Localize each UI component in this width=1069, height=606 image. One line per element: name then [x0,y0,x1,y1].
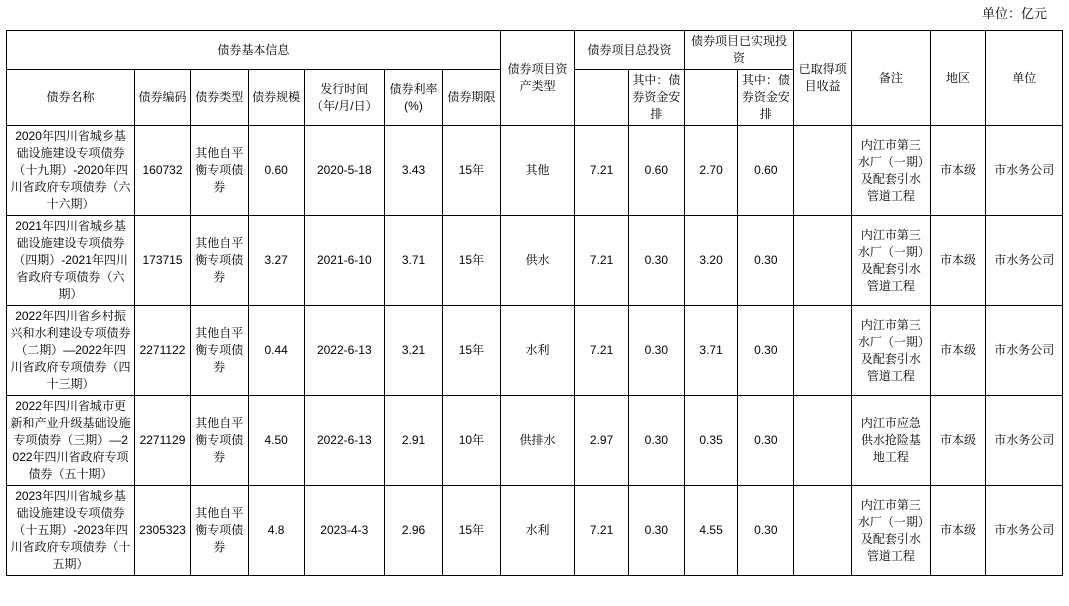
header-col-realized-bond-funds: 其中：债券资金安排 [738,70,794,126]
bond-information-table [6,30,1063,576]
cell-total-investment: 2.97 [575,396,629,486]
header-col-type: 债券类型 [190,70,248,126]
cell-realized-bond-funds: 0.60 [738,126,794,216]
cell-income [794,486,852,576]
cell-remark: 内江市第三水厂（一期）及配套引水管道工程 [852,486,931,576]
cell-bond-code: 2271129 [135,396,191,486]
cell-bond-code: 2271122 [135,306,191,396]
header-col-region: 地区 [930,31,986,126]
cell-total-investment: 7.21 [575,486,629,576]
cell-bond-name: 2022年四川省城市更新和产业升级基础设施专项债券（三期）—2022年四川省政府专项债券（五十期） [7,396,135,486]
table-row [7,396,1063,486]
header-col-project-asset-type: 债券项目资产类型 [500,31,574,126]
header-col-total-bond-funds: 其中：债券资金安排 [628,70,684,126]
cell-bond-type: 其他自平衡专项债券 [190,126,248,216]
cell-rate: 2.96 [385,486,443,576]
cell-realized-investment: 0.35 [684,396,738,486]
cell-realized-bond-funds: 0.30 [738,396,794,486]
cell-bond-scale: 0.60 [248,126,304,216]
table-header-row-1 [7,31,1063,70]
cell-total-investment: 7.21 [575,216,629,306]
cell-bond-code: 2305323 [135,486,191,576]
cell-issue-date: 2020-5-18 [304,126,385,216]
cell-realized-investment: 3.71 [684,306,738,396]
cell-rate: 3.71 [385,216,443,306]
cell-realized-investment: 4.55 [684,486,738,576]
table-row [7,306,1063,396]
cell-total-investment: 7.21 [575,306,629,396]
cell-issue-date: 2021-6-10 [304,216,385,306]
cell-remark: 内江市第三水厂（一期）及配套引水管道工程 [852,126,931,216]
header-col-issue-date: 发行时间（年/月/日） [304,70,385,126]
cell-issue-date: 2022-6-13 [304,396,385,486]
cell-realized-investment: 3.20 [684,216,738,306]
header-group-basic: 债券基本信息 [7,31,501,70]
cell-term: 15年 [442,306,500,396]
cell-realized-investment: 2.70 [684,126,738,216]
cell-income [794,306,852,396]
unit-label: 单位：亿元 [981,6,1047,21]
cell-region: 市本级 [930,126,986,216]
table-row [7,486,1063,576]
header-col-unit: 单位 [986,31,1063,126]
cell-bond-code: 160732 [135,126,191,216]
cell-term: 15年 [442,126,500,216]
cell-unit: 市水务公司 [986,486,1063,576]
cell-realized-bond-funds: 0.30 [738,486,794,576]
cell-bond-type: 其他自平衡专项债券 [190,306,248,396]
cell-total-bond-funds: 0.30 [628,306,684,396]
cell-unit: 市水务公司 [986,216,1063,306]
cell-bond-name: 2022年四川省乡村振兴和水利建设专项债券（二期）—2022年四川省政府专项债券（四十三期） [7,306,135,396]
cell-term: 15年 [442,216,500,306]
cell-total-bond-funds: 0.30 [628,216,684,306]
cell-issue-date: 2023-4-3 [304,486,385,576]
cell-term: 10年 [442,396,500,486]
header-col-rate: 债券利率(%) [385,70,443,126]
header-col-term: 债券期限 [442,70,500,126]
cell-issue-date: 2022-6-13 [304,306,385,396]
cell-realized-bond-funds: 0.30 [738,306,794,396]
header-col-realized-amount [684,70,738,126]
cell-asset-type: 水利 [500,306,574,396]
cell-bond-name: 2020年四川省城乡基础设施建设专项债券（十九期）-2020年四川省政府专项债券（六十六期） [7,126,135,216]
header-col-remark: 备注 [852,31,931,126]
cell-remark: 内江市第三水厂（一期）及配套引水管道工程 [852,306,931,396]
cell-rate: 3.43 [385,126,443,216]
cell-income [794,216,852,306]
cell-unit: 市水务公司 [986,396,1063,486]
header-group-total-investment: 债券项目总投资 [575,31,685,70]
cell-bond-name: 2023年四川省城乡基础设施建设专项债券（十五期）-2023年四川省政府专项债券（十五期） [7,486,135,576]
cell-bond-scale: 4.50 [248,396,304,486]
header-col-scale: 债券规模 [248,70,304,126]
cell-total-bond-funds: 0.60 [628,126,684,216]
header-group-realized-investment: 债券项目已实现投资 [684,31,794,70]
cell-bond-name: 2021年四川省城乡基础设施建设专项债券（四期）-2021年四川省政府专项债券（六期） [7,216,135,306]
cell-bond-type: 其他自平衡专项债券 [190,216,248,306]
cell-bond-code: 173715 [135,216,191,306]
cell-realized-bond-funds: 0.30 [738,216,794,306]
cell-income [794,396,852,486]
cell-region: 市本级 [930,216,986,306]
cell-bond-scale: 3.27 [248,216,304,306]
cell-remark: 内江市应急供水抢险基地工程 [852,396,931,486]
cell-rate: 2.91 [385,396,443,486]
header-col-income: 已取得项目收益 [794,31,852,126]
cell-total-bond-funds: 0.30 [628,486,684,576]
cell-asset-type: 其他 [500,126,574,216]
cell-asset-type: 水利 [500,486,574,576]
cell-rate: 3.21 [385,306,443,396]
cell-region: 市本级 [930,486,986,576]
cell-bond-scale: 0.44 [248,306,304,396]
cell-term: 15年 [442,486,500,576]
cell-total-bond-funds: 0.30 [628,396,684,486]
cell-asset-type: 供水 [500,216,574,306]
cell-region: 市本级 [930,396,986,486]
cell-bond-scale: 4.8 [248,486,304,576]
header-col-total-amount [575,70,629,126]
header-col-code: 债券编码 [135,70,191,126]
cell-remark: 内江市第三水厂（一期）及配套引水管道工程 [852,216,931,306]
cell-income [794,126,852,216]
cell-region: 市本级 [930,306,986,396]
cell-unit: 市水务公司 [986,306,1063,396]
cell-asset-type: 供排水 [500,396,574,486]
cell-unit: 市水务公司 [986,126,1063,216]
cell-bond-type: 其他自平衡专项债券 [190,396,248,486]
cell-total-investment: 7.21 [575,126,629,216]
header-col-name: 债券名称 [7,70,135,126]
table-row [7,216,1063,306]
table-row [7,126,1063,216]
cell-bond-type: 其他自平衡专项债券 [190,486,248,576]
